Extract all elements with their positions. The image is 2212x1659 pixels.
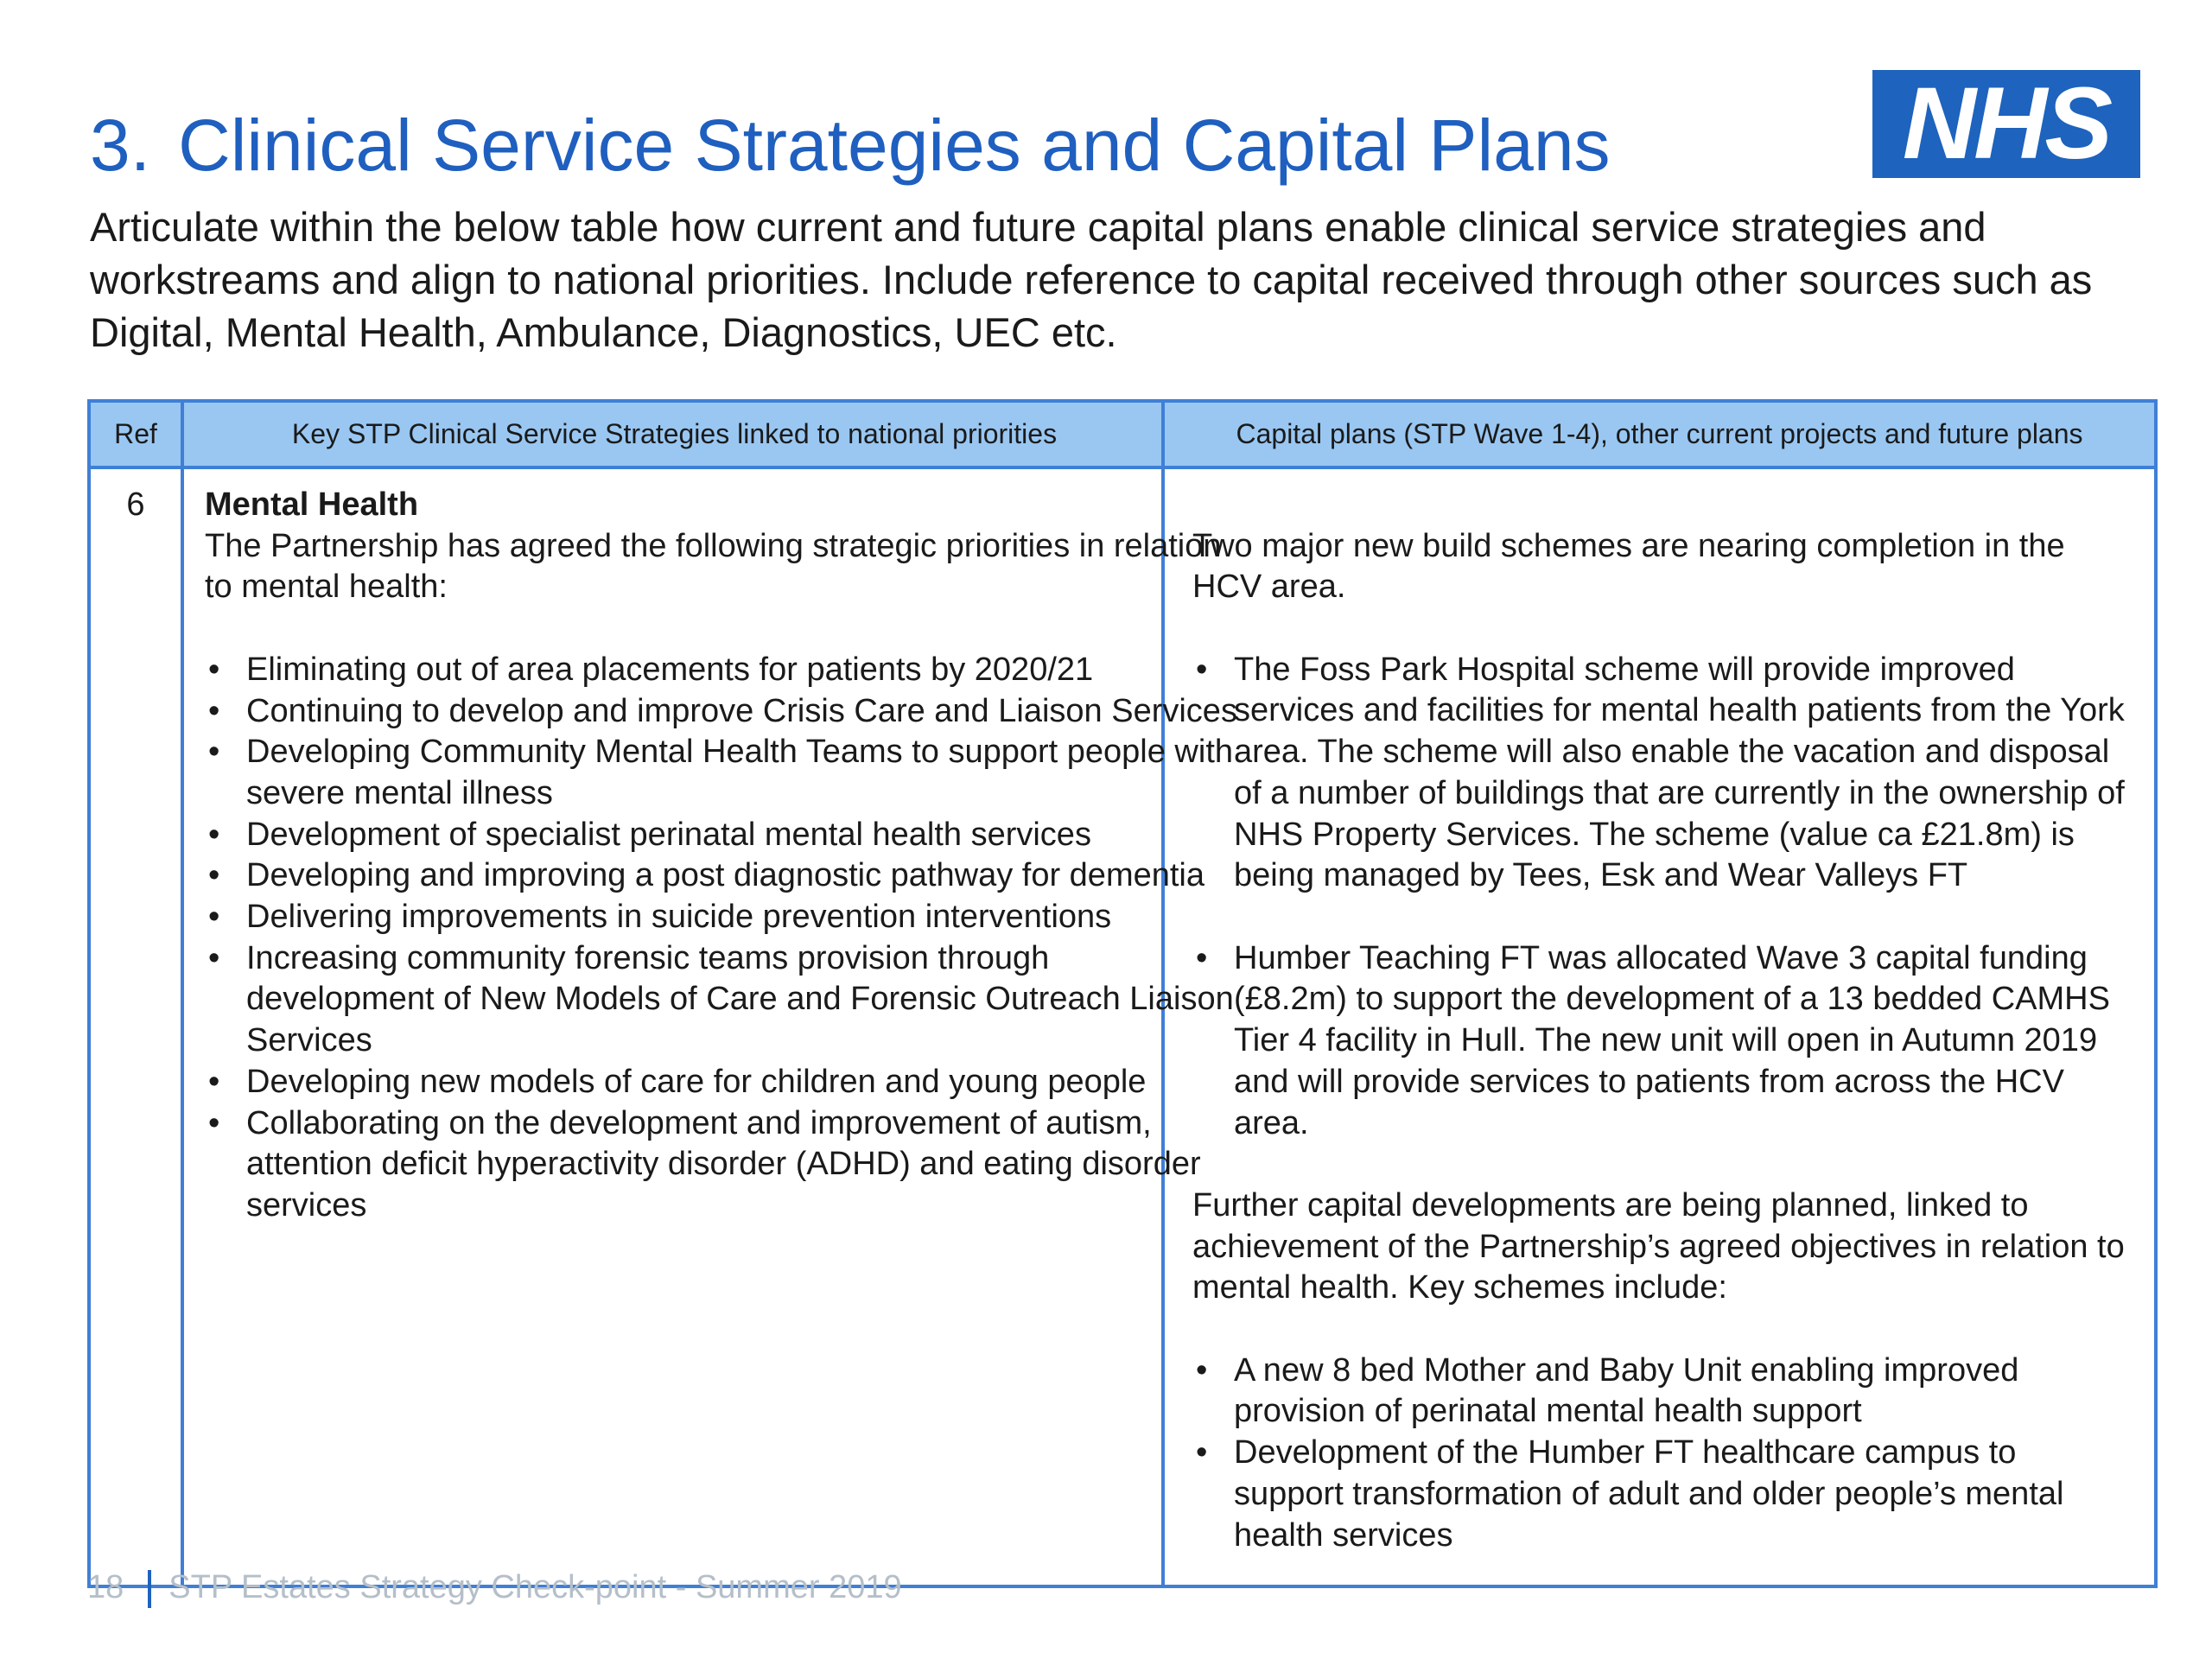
footer-divider — [148, 1570, 151, 1608]
nhs-logo: NHS — [1872, 70, 2140, 178]
list-item: • Developing and improving a post diagnostic pathway for dementia — [205, 855, 1242, 897]
footer-text: STP Estates Strategy Check-point - Summer 2019 — [168, 1569, 902, 1605]
header-ref: Ref — [114, 418, 157, 449]
page-number: 18 — [87, 1569, 124, 1605]
table-header-row — [91, 403, 2154, 469]
title-text: Clinical Service Strategies and Capital Plans — [178, 105, 1611, 186]
title-number: 3. — [90, 105, 151, 186]
capital-cell — [1192, 485, 2134, 1556]
page-title — [90, 102, 1611, 188]
list-item: • A new 8 bed Mother and Baby Unit enabling improved provision of perinatal mental health support — [1192, 1351, 2134, 1433]
list-item: • Delivering improvements in suicide prevention interventions — [205, 897, 1242, 938]
strategies-heading: Mental Health — [205, 486, 419, 523]
list-item: • Development of the Humber FT healthcare campus to support transformation of adult and older people’s mental health services — [1192, 1433, 2134, 1556]
capital-further: Further capital developments are being planned, linked to achievement of the Partnership’s agreed objectives in relation to mental health. Key schemes include: — [1192, 1186, 2125, 1306]
list-item: • Development of specialist perinatal mental health services — [205, 815, 1242, 856]
column-divider — [181, 403, 184, 1585]
header-capital: Capital plans (STP Wave 1-4), other current projects and future plans — [1236, 418, 2083, 449]
capital-bullet-list — [1192, 938, 2134, 1145]
header-strategies: Key STP Clinical Service Strategies linked to national priorities — [291, 418, 1058, 449]
strategies-intro: The Partnership has agreed the following strategic priorities in relation to mental health: — [205, 527, 1222, 606]
strategy-table — [87, 399, 2158, 1588]
list-item: • Developing new models of care for children and young people — [205, 1062, 1242, 1103]
list-item: • Eliminating out of area placements for patients by 2020/21 — [205, 650, 1242, 691]
footer — [87, 1566, 902, 1609]
intro-paragraph: Articulate within the below table how current and future capital plans enable clinical service strategies and workstreams and align to national priorities. Include reference to capital received through other sources such as Digital, Mental Health, Ambulance, Diagnostics, UEC etc. — [90, 204, 2093, 355]
list-item: • Humber Teaching FT was allocated Wave 3 capital funding (£8.2m) to support the development of a 13 bedded CAMHS Tier 4 facility in Hull. The new unit will open in Autumn 2019 and will provide services to patients from across the HCV area. — [1192, 938, 2134, 1145]
strategies-bullet-list — [205, 650, 1242, 1227]
list-item: • Increasing community forensic teams provision through development of New Models of Care and Forensic Outreach Liaison Services — [205, 938, 1242, 1062]
list-item: • Continuing to develop and improve Crisis Care and Liaison Services — [205, 691, 1242, 733]
capital-bullet-list — [1192, 650, 2134, 897]
list-item: • Developing Community Mental Health Teams to support people with severe mental illness — [205, 732, 1242, 814]
row-ref: 6 — [126, 486, 145, 523]
list-item: • Collaborating on the development and improvement of autism, attention deficit hyperactivity disorder (ADHD) and eating disorder services — [205, 1103, 1242, 1227]
list-item: • The Foss Park Hospital scheme will provide improved services and facilities for mental health patients from the York area. The scheme will also enable the vacation and disposal of a number of buildings that are currently in the ownership of NHS Property Services. The scheme (value ca £21.8m) is being managed by Tees, Esk and Wear Valleys FT — [1192, 650, 2134, 897]
capital-bullet-list — [1192, 1351, 2134, 1557]
capital-intro: Two major new build schemes are nearing completion in the HCV area. — [1192, 527, 2065, 606]
strategies-cell — [205, 485, 1242, 1227]
